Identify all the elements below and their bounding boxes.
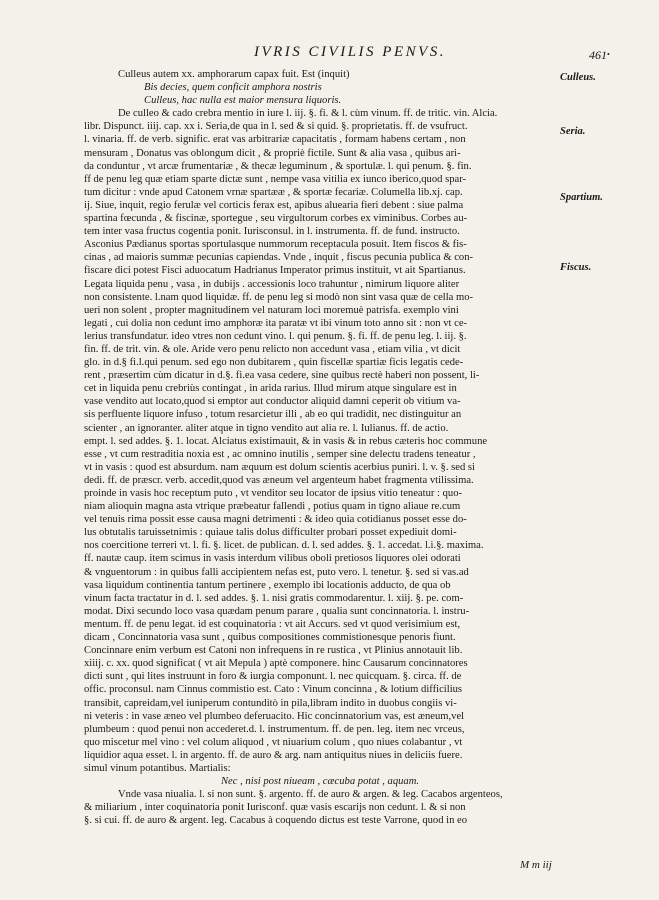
text-line: Asconius Pædianus sportas sportulasque nummorum receptacula posuit. Item fiscos & fis- — [84, 239, 467, 251]
text-line: & vnguentorum : in quibus falli accipientem nefas est, puto vero. l. tenetur. §. sed si vas.ad — [84, 566, 469, 578]
page-number: 461 — [589, 48, 607, 62]
text-line: ij. Siue, inquit, regio ferulæ vel corticis ferax est, apibus aluearia fieri debent : siue palma — [84, 199, 464, 211]
text-line: Culleus, hac nulla est maior mensura liquoris. — [144, 95, 342, 107]
text-line: sis perfluente liquore infuso , totum resarcietur illi , ab eo qui tradidit, nec distinguitur an — [84, 409, 462, 421]
text-line: cet in liquida penu crebriùs contingat , in arida rarius. Illud mirum atque singulare est in — [84, 383, 457, 395]
text-line: vinum facta tractatur in d. l. sed addes. §. 1. nisi gratis commodarentur. l. xiij. §. pe. com- — [84, 592, 464, 604]
text-line: Culleus autem xx. amphorarum capax fuit. Est (inquit) — [118, 69, 350, 80]
text-line: rent , præsertim cùm dicatur in d.§. fi.ea vasa cedere, sine quibus rectè haberi non possent, li- — [84, 370, 480, 382]
text-line: vel tenuis rima possit esse causa magni detrimenti : & ideo quia cotidianus posset esse do- — [84, 514, 467, 526]
text-line: da conduntur , vt arcæ frumentariæ , & thecæ leguminum , & sportulæ. l. qui penum. §. fin. — [84, 160, 472, 172]
margin-note-seria: Seria. — [560, 126, 586, 137]
main-text — [84, 68, 556, 827]
text-line: cinas , ad maioris summæ pecunias capiendas. Vnde , inquit , fiscus pecunia publica & con- — [84, 252, 474, 264]
text-line: Bis decies, quem conficit amphora nostris — [144, 82, 322, 94]
text-line: offic. proconsul. nam Cinnus commistio est. Cato : Vinum concinna , & lotium difficilius — [84, 684, 463, 696]
text-line: Nec , nisi post niueam , cæcuba potat , aquam. — [220, 776, 420, 788]
text-line: fiscare dici potest Fisci aduocatum Hadrianus Imperator primus instituit, vt ait Spartianus. — [84, 265, 466, 277]
text-line: dicti sunt , qui lites instruunt in foro & iurgia componunt. l. nec quicquam. §. circa. ff. de — [84, 671, 462, 683]
text-line: fin. ff. de trit. vin. & ole. Aride vero penu relicto non accedunt vasa , etiam vilia , vt dicit — [84, 343, 461, 355]
text-line: plumbeum : quod penui non accederet.d. l. instrumentum. ff. de pen. leg. item nec vrceus, — [84, 723, 465, 735]
margin-note-spartium: Spartium. — [560, 192, 603, 203]
text-line: esse , vt cum restraditia noxia est , ac omnino inutilis , semper sine delectu tradens teneatur , — [84, 448, 476, 460]
text-line: simul vinum potantibus. Martialis: — [84, 762, 231, 774]
text-line: legati , cui dolia non cedunt imo amphoræ ita paratæ vt ibi vinum toto anno sit : non vt ce- — [84, 317, 468, 329]
margin-note-fiscus: Fiscus. — [560, 262, 592, 273]
text-line: tum dicitur : vnde apud Catonem vrnæ spartææ , & sportæ fecariæ. Columella lib.xj. cap. — [84, 186, 463, 198]
text-line: lerius transfundatur. ideo vtres non cedunt vino. l. qui penum. §. fi. ff. de penu leg. l. iij. §. — [84, 330, 467, 342]
text-line: Legata liquida penu , vasa , in dubijs . accessionis loco trahuntur , nimirum liquore aliter — [84, 278, 460, 290]
text-line: De culleo & cado crebra mentio in iure l. iij. §. fi. & l. cùm vinum. ff. de tritic. vin. Alcia. — [118, 108, 498, 120]
running-head: IVRIS CIVILIS PENVS. — [253, 44, 447, 60]
text-line: §. si cui. ff. de auro & argent. leg. Cacabus à coquendo dictus est teste Varrone, quod in eo — [84, 815, 468, 827]
text-line: nos coercitione terreri vt. l. fi. §. licet. de publican. d. l. sed addes. §. 1. accedat. l.i.§. maxima. — [84, 540, 484, 552]
text-line: transibit, capreidam,vel iuniperum contunditò in pila,libram indito in duobus congiis vi- — [84, 697, 457, 709]
text-line: ni veteris : in vase æneo vel plumbeo deferuacito. Hic concinnatorium vas, est æneum,vel — [84, 710, 465, 722]
text-line: mensuram , Donatus vas oblongum dicit , & propriè fictile. Sunt & alia vasa , quibus ari- — [84, 147, 461, 159]
text-line: xiiij. c. xx. quod significat ( vt ait Mepula ) aptè componere. hinc Causarum concinnatores — [84, 658, 468, 670]
text-line: lus obtutalis taruissetnimis : quiaue talis dolus difficulter probari posset expediuit domi- — [84, 527, 457, 539]
text-line: liquidior aqua esset. l. in argento. ff. de auro & arg. nam antiquitus niues in deliciis fuere. — [84, 749, 463, 761]
margin-note-culleus: Culleus. — [560, 72, 596, 83]
text-line: scienter , an ignoranter. aliter atque in tigno vendito aut alia re. l. Iulianus. ff. de actio. — [84, 422, 449, 434]
signature-mark: M m iij — [520, 859, 552, 871]
text-line: tem inter vasa fructus cogentia ponit. Iurisconsul. in l. instrumenta. ff. de fund. instructo. — [84, 226, 460, 238]
page-mark: • — [607, 50, 610, 59]
text-line: vase vendito aut locato,quod si emptor aut conductor aliquid damni ceperit ob vitium va- — [84, 396, 461, 408]
text-line: ueri non solent , propter magnitudinem vel naturam loci moremuè patrisfa. exemplo vini — [84, 304, 459, 316]
text-line: ff. nautæ caup. item scimus in vasis interdum vilibus oboli pretiosos liquores olei odorati — [84, 553, 461, 565]
text-line: libr. Dispunct. iiij. cap. xx i. Seria,de qua in l. sed & si quid. §. proprietatis. ff. de vsufruct. — [84, 121, 468, 133]
text-line: dicam , Concinnatoria vasa sunt , quibus compositiones commistionesque penoris fiunt. — [84, 632, 456, 644]
text-line: empt. l. sed addes. §. 1. locat. Alciatus existimauit, & in vasis & in rebus cæteris hoc commune — [84, 435, 488, 447]
text-line: spartina fœcunda , & fiscinæ, sportegue , seu virgultorum corbes ex viminibus. Corbes au- — [84, 213, 468, 225]
text-line: Vnde vasa niualia. l. si non sunt. §. argento. ff. de auro & argen. & leg. Cacabos argenteos, — [118, 789, 503, 801]
text-line: glo. in d.§ fi.l.qui penum. sed ego non dubitarem , quin fiscellæ spartiæ ficis legatis cede- — [84, 357, 464, 369]
text-line: vasa liquidum continentia tantum pertinere , exemplo ibi locationis adducto, de qua ob — [84, 579, 451, 591]
text-line: non consistente. l.nam quod liquidæ. ff. de penu leg si modò non sint vasa quæ de cella mo- — [84, 291, 474, 303]
text-line: mentum. ff. de penu legat. id est coquinatoria : vt ait Accurs. sed vt quod verisimium est, — [84, 618, 461, 630]
text-line: proinde in vasis hoc receptum puto , vt venditor seu locator de ipsius vitio teneatur : quo- — [84, 488, 463, 499]
text-line: ff de penu leg quæ etiam sparte dictæ sunt , nempe vasa vitilia ex iunco iberico,quod spar- — [84, 173, 467, 185]
text-line: & miliarium , inter coquinatoria ponit Iurisconf. quæ vasis escarijs non cedunt. l. & si non — [84, 802, 466, 814]
text-line: l. vinaria. ff. de verb. signific. erat vas arbitrariæ capacitatis , formam habens certam , non — [84, 134, 466, 146]
text-line: Concinnare enim verbum est Catoni non infrequens in re rustica , vt Plinius annotauit lib. — [84, 645, 463, 657]
text-line: dedi. ff. de præscr. verb. accedit,quod vas æneum vel argenteum habet fragmenta vtilissima. — [84, 474, 474, 486]
text-line: modat. Dixi secundo loco vasa quædam penum parare , qualia sunt concinnatoria. l. instru- — [84, 605, 470, 617]
text-line: quo miscetur mel vino : vel colum aliquod , vt niuarium colum , quo niues colabantur , vt — [84, 736, 463, 748]
text-line: niam alioquin magna asta vtrique præbeatur fallendi , potius quam in tigno aliaue re.cum — [84, 501, 461, 513]
text-line: vt in vasis : quod est absurdum. nam æquum est dolum scientis acerbius puniri. l. v. §. sed si — [84, 461, 475, 473]
